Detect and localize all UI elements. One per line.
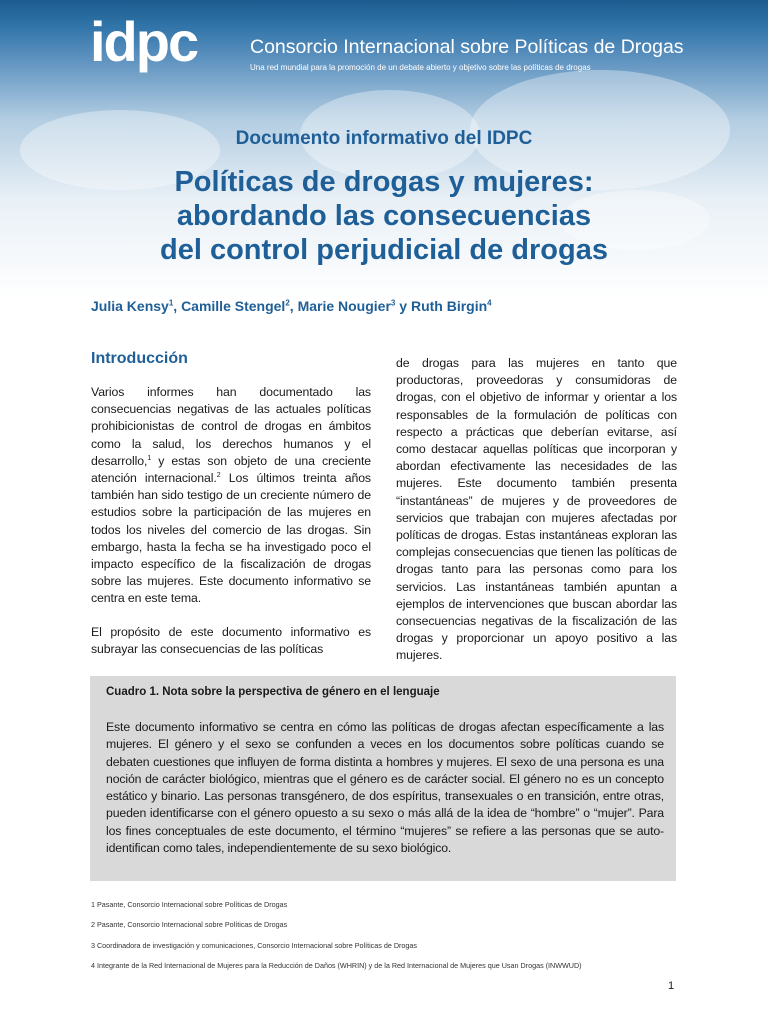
- title-line: Políticas de drogas y mujeres:: [174, 166, 594, 198]
- footnote-ref: 2: [216, 471, 221, 479]
- author-list: [91, 298, 492, 314]
- document-title: [0, 165, 768, 267]
- footnote: 2 Pasante, Consorcio Internacional sobre Políticas de Drogas: [91, 920, 288, 929]
- left-column: [91, 350, 371, 674]
- box-title: Cuadro 1. Nota sobre la perspectiva de género en el lenguaje: [106, 686, 440, 698]
- footnote: 4 Integrante de la Red Internacional de Mujeres para la Reducción de Daños (WHRIN) y de la Red Internacional de Mujeres que Usan Drogas (INWWUD): [91, 961, 582, 970]
- paragraph-text: Los últimos treinta años también han sido testigo de un creciente número de estudios sobre la participación de las mujeres en todos los niveles del comercio de las drogas. Sin embargo, hasta la fecha se ha investigado poco el impacto específico de la fiscalización de drogas sobre las mujeres. Este documento informativo se centra en este tema.: [91, 471, 371, 606]
- author-name: Julia Kensy: [91, 298, 169, 314]
- box-text: Este documento informativo se centra en cómo las políticas de drogas afectan específicamente a las mujeres. El género y el sexo se confunden a veces en los documentos sobre políticas cuando se debaten cuestiones que influyen de forma distinta a hombres y mujeres. El sexo de una persona es una noción de carácter biológico, mientras que el género es de carácter social. El género no es un concepto estático y binario. Las personas transgénero, de dos espíritus, transexuales o en transición, entre otras, pueden identificarse con el género opuesto a su sexo o más allá de la idea de “hombre” o “mujer”. Para los fines conceptuales de este documento, el término “mujeres” se refiere a las personas que se auto-identifican como tales, independientemente de su sexo biológico.: [106, 720, 664, 856]
- footnote-ref: 1: [147, 454, 152, 462]
- footnote-ref: 2: [285, 298, 290, 308]
- gender-note-box: [90, 676, 676, 881]
- footnote: 3 Coordinadora de investigación y comunicaciones, Consorcio Internacional sobre Políticas de Drogas: [91, 941, 418, 950]
- footnote-ref: 4: [487, 298, 492, 308]
- footnote-ref: 3: [390, 298, 396, 308]
- organization-tagline: Una red mundial para la promoción de un debate abierto y objetivo sobre las políticas de drogas: [250, 63, 591, 72]
- idpc-logo: idpc: [90, 10, 198, 73]
- footnote: 1 Pasante, Consorcio Internacional sobre Políticas de Drogas: [91, 900, 288, 909]
- organization-name: Consorcio Internacional sobre Políticas de Drogas: [250, 36, 684, 58]
- author-separator: ,: [289, 298, 298, 314]
- author-name: Camille Stengel: [181, 298, 286, 314]
- footnote-ref: 1: [168, 298, 174, 308]
- author-separator: y: [395, 298, 411, 314]
- right-column: [396, 355, 677, 681]
- page-number: 1: [668, 980, 675, 992]
- author-name: Ruth Birgin: [410, 298, 488, 314]
- intro-paragraph-2: El propósito de este documento informativo es subrayar las consecuencias de las políticas: [91, 624, 371, 656]
- title-line: del control perjudicial de drogas: [160, 234, 608, 266]
- document-type: Documento informativo del IDPC: [235, 128, 533, 149]
- author-separator: ,: [173, 298, 182, 314]
- paragraph-text: Varios informes han documentado las consecuencias negativas de las actuales políticas prohibicionistas de control de drogas en ámbitos como la salud, los derechos humanos y el desarrollo,: [91, 385, 371, 468]
- title-line: abordando las consecuencias: [176, 200, 592, 232]
- intro-paragraph-1: [91, 384, 371, 608]
- author-name: Marie Nougier: [297, 298, 391, 314]
- intro-paragraph-2-continued: de drogas para las mujeres en tanto que productoras, proveedoras y consumidoras de drogas, con el objetivo de informar y orientar a los responsables de la formulación de políticas con respecto a prácticas que deberían evitarse, así como destacar aquellas políticas que incorporan y abordan efectivamente las necesidades de las mujeres. Este documento también presenta “instantáneas” de mujeres y de proveedores de servicios que trabajan con mujeres afectadas por políticas de drogas. Estas instantáneas exploran las complejas consecuencias que tienen las políticas de drogas tanto para las personas como para los servicios. Las instantáneas también apuntan a ejemplos de intervenciones que buscan abordar las consecuencias negativas de la fiscalización de las drogas y proporcionar un apoyo positivo a las mujeres.: [396, 356, 677, 663]
- paragraph-text: y estas son objeto de una creciente atención internacional.: [91, 453, 371, 486]
- section-heading: Introducción: [91, 350, 188, 367]
